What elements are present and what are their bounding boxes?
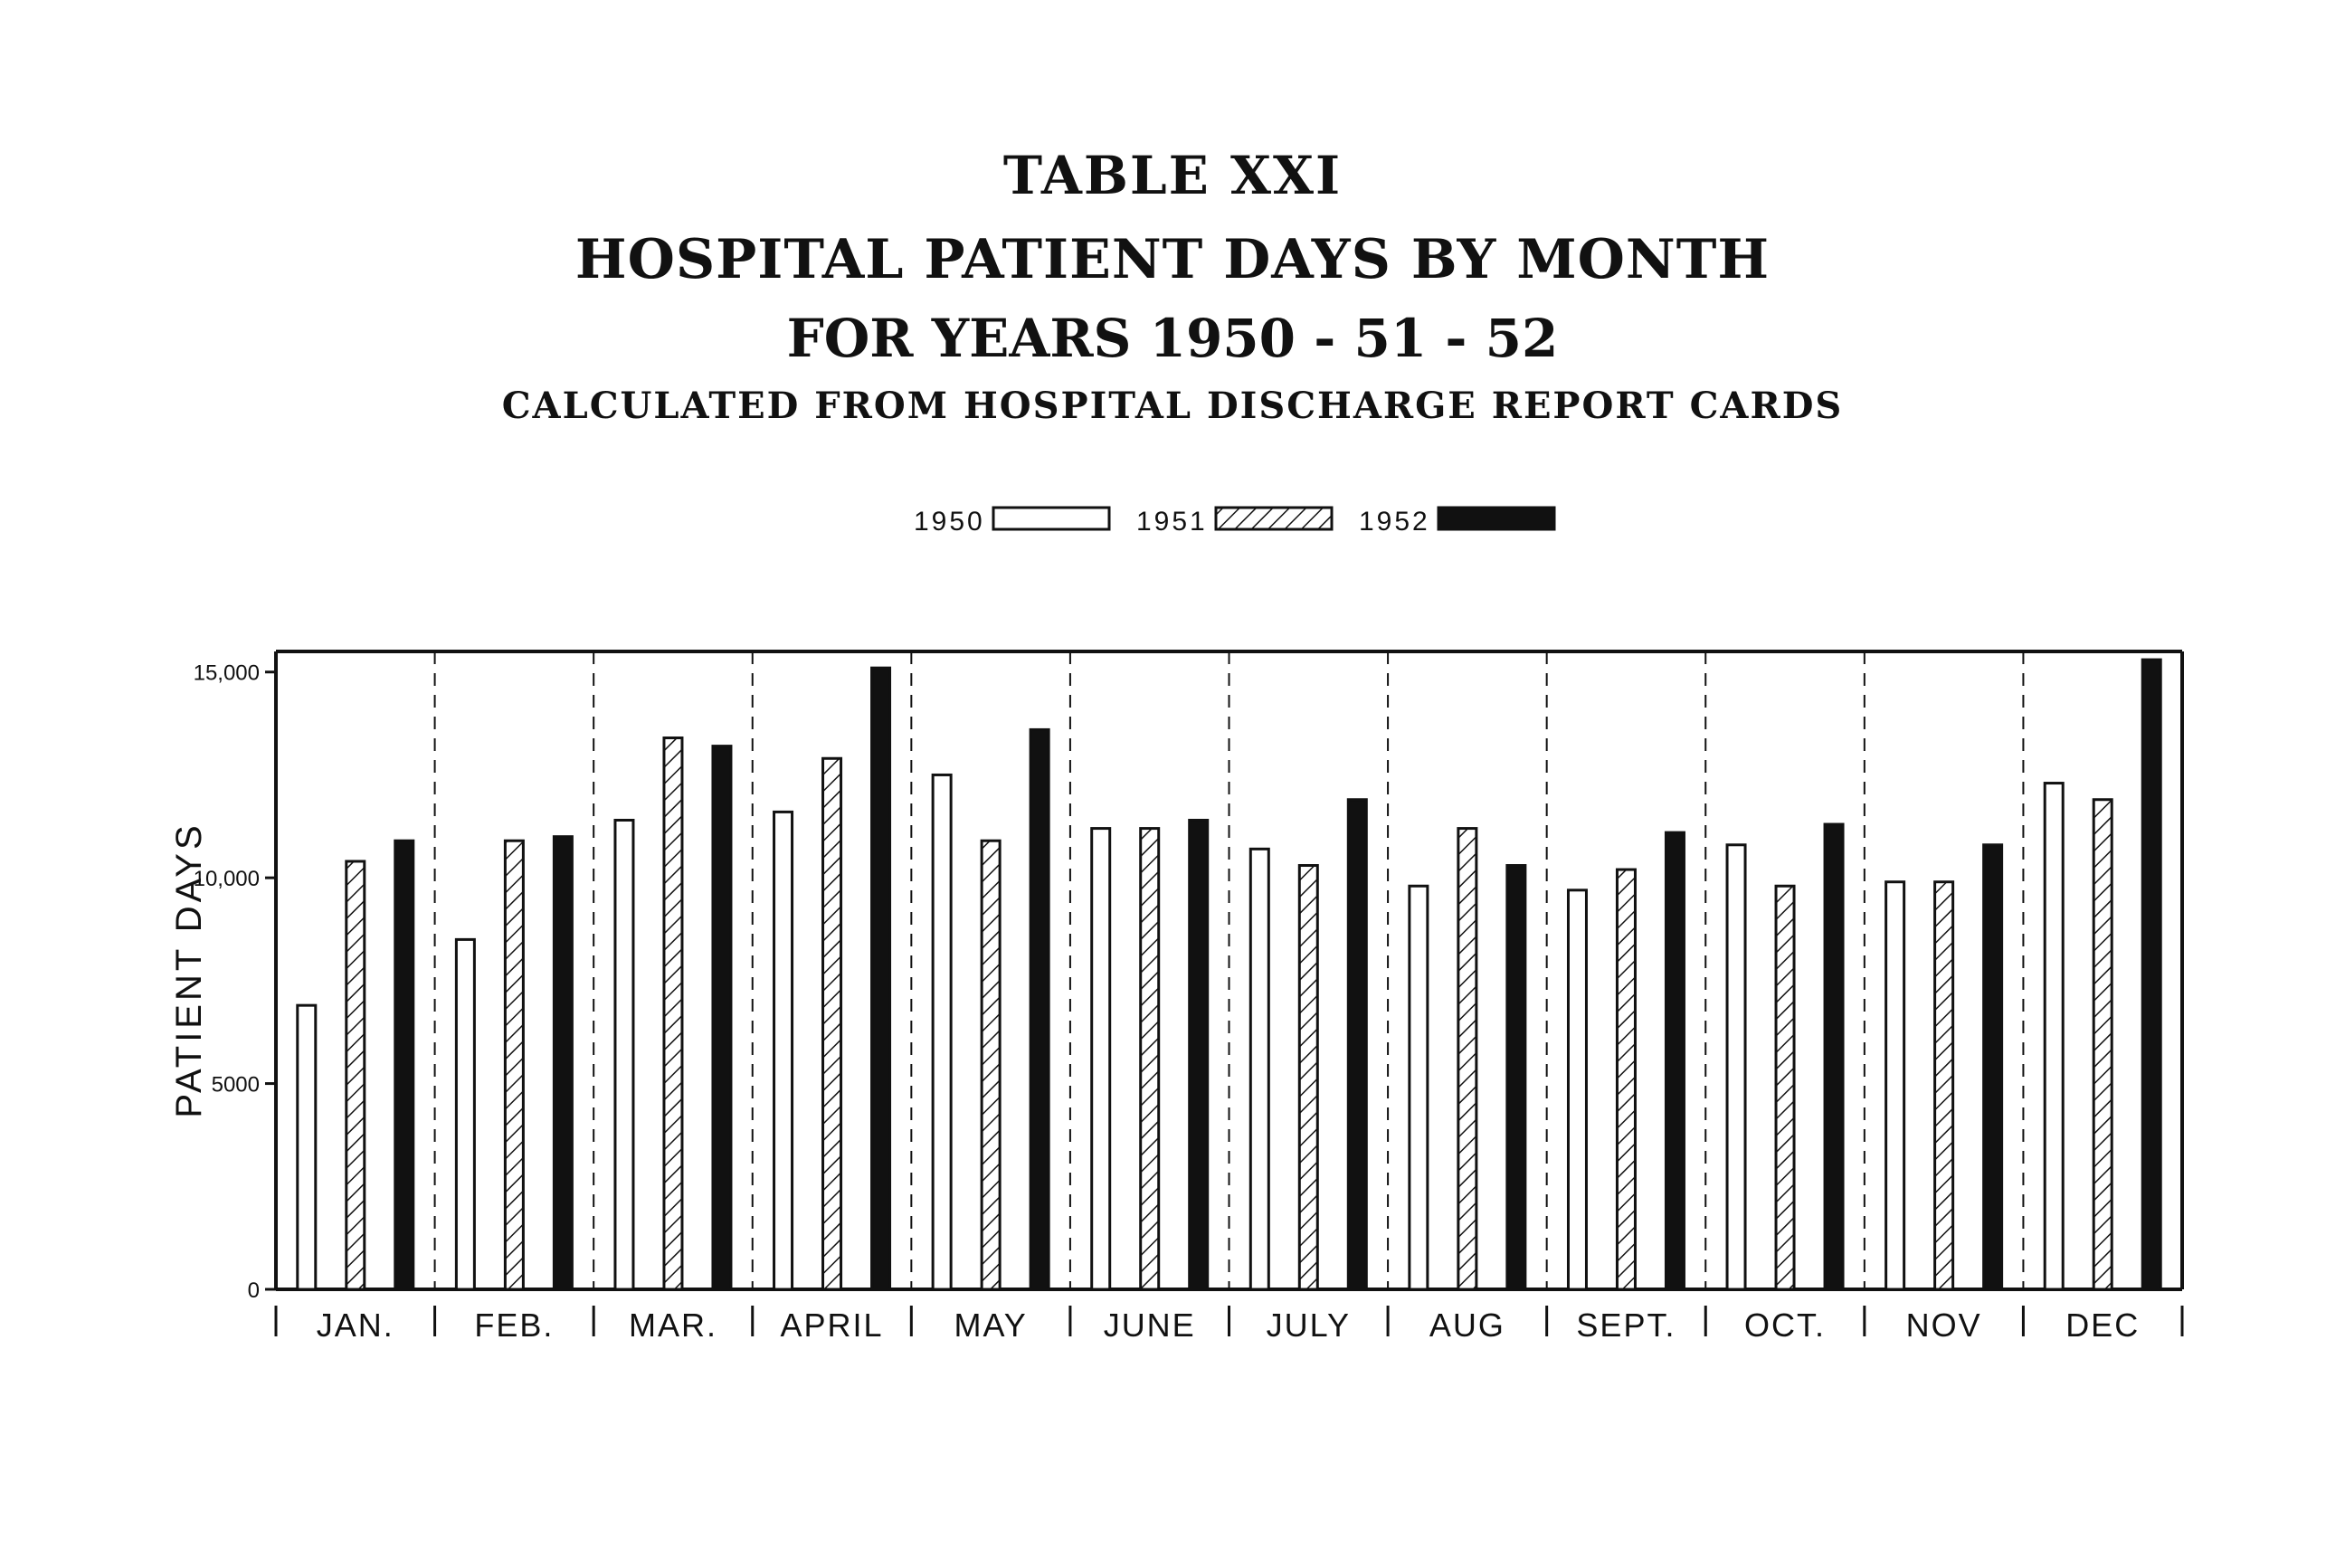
y-tick-label: 10,000	[193, 867, 260, 892]
years-line: FOR YEARS 1950 - 51 - 52	[786, 308, 1559, 369]
month-label: JULY	[1266, 1307, 1351, 1344]
legend-label-1951: 1951	[1136, 507, 1208, 537]
bar-1951-dec	[2093, 800, 2112, 1289]
month-label: NOV	[1905, 1307, 1982, 1344]
legend-label-1950: 1950	[914, 507, 985, 537]
month-label: FEB.	[474, 1307, 555, 1344]
bar-1952-aug	[1507, 866, 1525, 1289]
bar-1951-sept	[1617, 870, 1635, 1289]
month-label: SEPT.	[1576, 1307, 1676, 1344]
bar-1950-may	[933, 774, 951, 1289]
y-axis-label: PATIENT DAYS	[169, 822, 209, 1118]
bar-1952-mar	[713, 746, 731, 1289]
month-label: OCT.	[1744, 1307, 1827, 1344]
bar-1950-july	[1250, 849, 1268, 1289]
bar-1950-aug	[1410, 886, 1428, 1289]
month-label: DEC	[2065, 1307, 2141, 1344]
bar-1951-nov	[1935, 882, 1953, 1289]
month-label: MAR.	[628, 1307, 717, 1344]
legend-swatch-1952	[1438, 508, 1554, 529]
bar-1952-sept	[1666, 832, 1684, 1289]
bar-1951-june	[1141, 829, 1159, 1289]
legend-swatch-1950	[993, 508, 1109, 529]
bar-1952-jan	[395, 841, 413, 1289]
bar-1950-april	[774, 812, 793, 1289]
bar-1950-feb	[456, 939, 474, 1289]
bar-1950-sept	[1568, 890, 1586, 1289]
bar-1951-aug	[1458, 829, 1476, 1289]
bar-1950-june	[1092, 829, 1110, 1289]
table-number: TABLE XXI	[1002, 145, 1343, 206]
y-tick-label: 0	[247, 1278, 260, 1303]
bar-1951-april	[823, 758, 841, 1289]
bar-1952-july	[1348, 800, 1366, 1289]
legend	[914, 507, 1554, 537]
bar-1950-oct	[1727, 845, 1745, 1289]
bar-1952-june	[1190, 820, 1208, 1289]
bar-1951-jan	[347, 861, 365, 1289]
bar-1952-oct	[1825, 824, 1843, 1289]
chart-subtitle: CALCULATED FROM HOSPITAL DISCHARGE REPORT CARDS	[501, 385, 1844, 427]
bar-1952-april	[872, 668, 890, 1289]
bar-1950-mar	[615, 820, 633, 1289]
y-tick-label: 5000	[211, 1072, 260, 1098]
bar-1950-jan	[298, 1005, 316, 1289]
bar-1951-feb	[505, 841, 523, 1289]
month-label: AUG	[1429, 1307, 1505, 1344]
bar-1951-july	[1299, 866, 1317, 1289]
legend-label-1952: 1952	[1359, 507, 1430, 537]
bar-1951-mar	[664, 738, 682, 1289]
bar-1951-oct	[1776, 886, 1794, 1289]
chart-title: HOSPITAL PATIENT DAYS BY MONTH	[574, 228, 1771, 291]
bar-1952-dec	[2142, 660, 2160, 1289]
bar-1952-feb	[554, 837, 572, 1289]
bar-1950-dec	[2045, 784, 2063, 1289]
month-label: JAN.	[316, 1307, 394, 1344]
month-label: MAY	[954, 1307, 1028, 1344]
bar-1952-nov	[1984, 845, 2002, 1289]
bar-1952-may	[1030, 729, 1049, 1289]
legend-swatch-1951	[1216, 508, 1332, 529]
month-label: JUNE	[1103, 1307, 1196, 1344]
bar-1950-nov	[1886, 882, 1904, 1289]
month-label: APRIL	[780, 1307, 884, 1344]
y-tick-label: 15,000	[193, 660, 260, 686]
bar-1951-may	[982, 841, 1000, 1289]
